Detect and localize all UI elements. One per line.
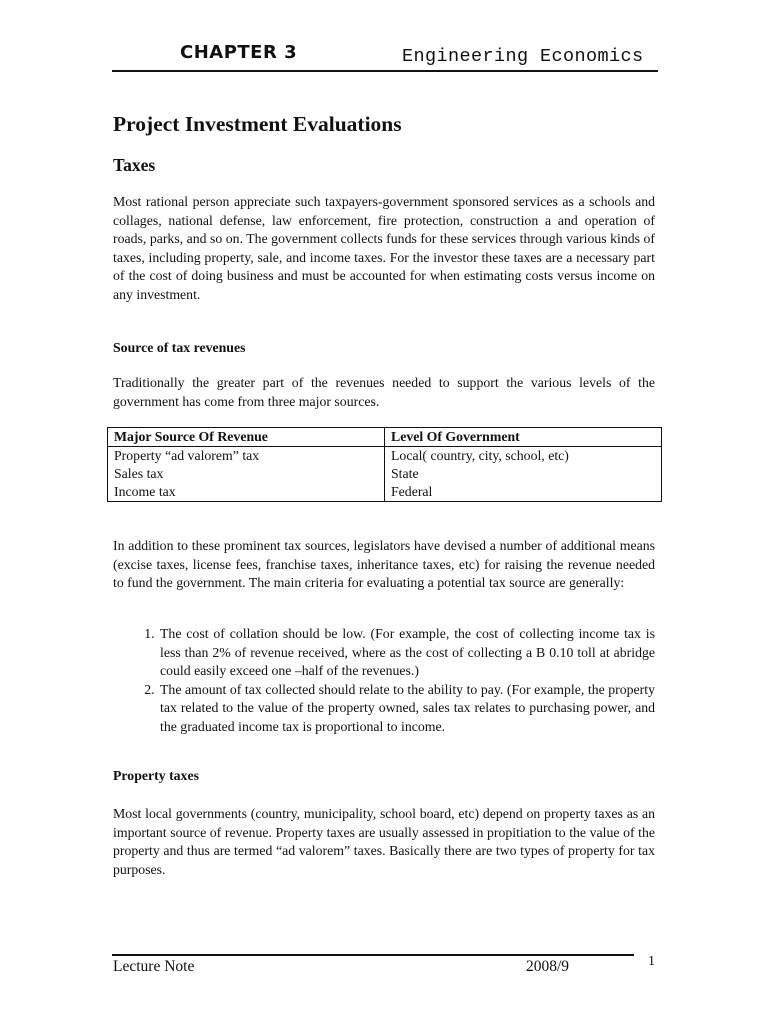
footer-rule [112,954,634,956]
page-title: Project Investment Evaluations [113,112,402,136]
column-header: Level Of Government [385,428,662,447]
table-cell: Local( country, city, school, etc) [385,447,662,466]
header-rule [112,70,658,72]
table-cell: Property “ad valorem” tax [108,447,385,466]
footer-left: Lecture Note [113,958,195,975]
footer-right: 2008/9 [526,958,570,975]
intro-paragraph: Most rational person appreciate such taxpayers-government sponsored services as a schools and collages, national defense, law enforcement, fire protection, construction a and operation of roads, parks, and so on. The government collects funds for these services through various kinds of taxes, including property, sale, and income taxes. For the investor these taxes are a necessary part of the cost of doing business and must be accounted for when estimating costs versus income on any investment. [113,194,655,302]
property-heading: Property taxes [113,768,199,783]
revenue-table [107,427,662,502]
header-chapter: CHAPTER 3 [180,42,298,63]
additional-paragraph: In addition to these prominent tax sources, legislators have devised a number of additional means (excise taxes, license fees, franchise taxes, inheritance taxes, etc) for raising the revenue needed to fund the government. The main criteria for evaluating a potential tax source are generally: [113,538,655,590]
table-row [108,483,662,502]
source-heading: Source of tax revenues [113,340,246,355]
page-number: 1 [648,954,655,969]
property-paragraph: Most local governments (country, municipality, school board, etc) depend on property taxes as an important source of revenue. Property taxes are usually assessed in propitiation to the value of the property and thus are termed “ad valorem” taxes. Basically there are two types of property for tax purposes. [113,806,655,877]
table-row [108,465,662,483]
column-header: Major Source Of Revenue [108,428,385,447]
table-cell: Federal [385,483,662,502]
list-item: 2. The amount of tax collected should relate to the ability to pay. (For example, the property tax related to the value of the property owned, sales tax relates to purchasing power, and the graduated income tax is proportional to income. [158,681,655,737]
source-paragraph: Traditionally the greater part of the revenues needed to support the various levels of the government has come from three major sources. [113,375,655,409]
table-cell: State [385,465,662,483]
taxes-heading: Taxes [113,155,156,175]
table-cell: Sales tax [108,465,385,483]
table-row [108,447,662,466]
header-subject: Engineering Economics [402,46,644,67]
table-header-row [108,428,662,447]
list-item: 1. The cost of collation should be low. (For example, the cost of collecting income tax is less than 2% of revenue received, where as the cost of collecting a B 0.10 toll at abridge could easily exceed one –half of the revenues.) [158,625,655,681]
criteria-list [113,625,655,736]
table-cell: Income tax [108,483,385,502]
